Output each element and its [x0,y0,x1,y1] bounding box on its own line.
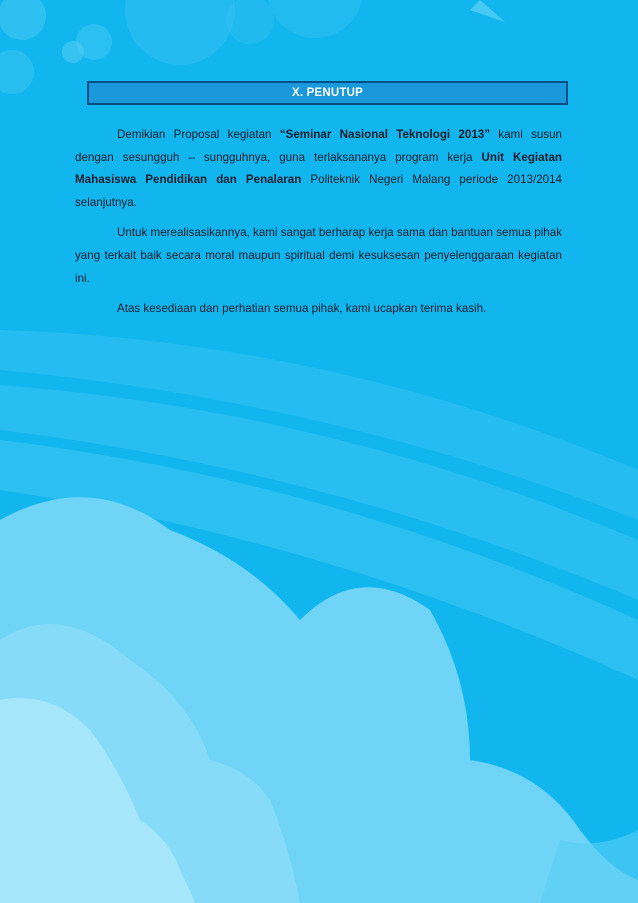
paragraph-closing-text-3: Politeknik Negeri Malang periode 2013/2014 selanjutnya. [75,173,562,209]
paragraph-thanks: Atas kesediaan dan perhatian semua pihak, kami ucapkan terima kasih. [117,302,487,316]
paragraph-closing-text-2: kami susun dengan sesungguh – sungguhnya, guna terlaksananya program kerja [75,128,563,164]
section-heading-box [87,81,568,105]
body-text [75,124,562,329]
paragraph-support: Untuk merealisasikannya, kami sangat berharap kerja sama dan bantuan semua pihak yang terkait baik secara moral maupun spiritual demi kesuksesan penyelenggaraan kegiatan ini. [75,226,562,285]
section-heading: X. PENUTUP [291,87,363,99]
paragraph-closing [75,124,562,214]
event-name: “Seminar Nasional Teknologi 2013” [279,128,491,141]
organization-name: Unit Kegiatan Mahasiswa Pendidikan dan Penalaran [75,150,562,187]
paragraph-closing-text-1: Demikian Proposal kegiatan [117,128,280,141]
